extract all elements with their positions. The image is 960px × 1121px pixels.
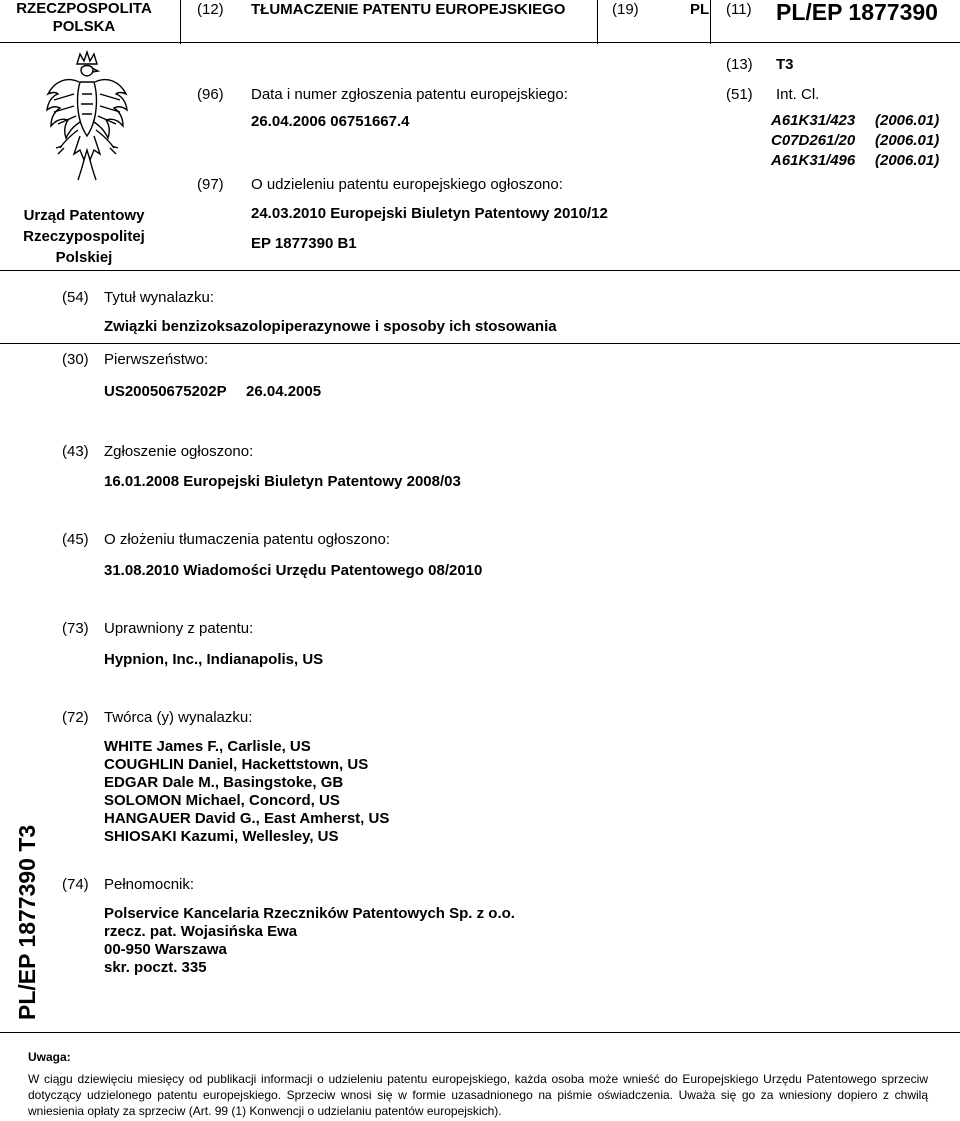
country-code: PL (690, 1, 710, 18)
attorney-line: rzecz. pat. Wojasińska Ewa (104, 923, 298, 940)
title-label: Tytuł wynalazku: (104, 289, 215, 306)
header-sep-3 (710, 0, 711, 44)
code-12: (12) (197, 1, 224, 18)
header-sep-2 (597, 0, 598, 44)
polish-eagle-emblem-icon (44, 50, 130, 186)
inventor: EDGAR Dale M., Basingstoke, GB (104, 774, 344, 791)
filing-value: 26.04.2006 06751667.4 (251, 113, 410, 130)
inventors-list (104, 738, 389, 846)
kind-code: T3 (776, 56, 794, 73)
intcl-version: (2006.01) (875, 152, 940, 169)
header-sep-1 (180, 0, 181, 44)
intcl-class: A61K31/496 (771, 152, 856, 169)
intcl-class: A61K31/423 (771, 112, 856, 129)
country-line-2: POLSKA (52, 18, 116, 35)
code-72: (72) (62, 709, 89, 726)
code-13: (13) (726, 56, 753, 73)
code-96: (96) (197, 86, 224, 103)
code-51: (51) (726, 86, 753, 103)
code-45: (45) (62, 531, 89, 548)
footer-divider (0, 1032, 960, 1033)
document-type: TŁUMACZENIE PATENTU EUROPEJSKIEGO (251, 1, 566, 18)
intcl-entry (771, 111, 939, 131)
translation-label: O złożeniu tłumaczenia patentu ogłoszono: (104, 531, 391, 548)
intcl-entry (771, 131, 939, 151)
office-line-1: Urząd Patentowy (23, 207, 145, 224)
intcl-version: (2006.01) (875, 112, 940, 129)
inventor: SOLOMON Michael, Concord, US (104, 792, 340, 809)
intcl-label: Int. Cl. (776, 86, 820, 103)
attorney-line: skr. poczt. 335 (104, 959, 207, 976)
code-11: (11) (726, 1, 752, 18)
holder-value: Hypnion, Inc., Indianapolis, US (104, 651, 324, 668)
section-divider (0, 270, 960, 271)
translation-value: 31.08.2010 Wiadomości Urzędu Patentowego 08/2010 (104, 562, 483, 579)
intcl-version: (2006.01) (875, 132, 940, 149)
country-line-1: RZECZPOSPOLITA (16, 0, 152, 17)
grant-value: 24.03.2010 Europejski Biuletyn Patentowy 2010/12 (251, 205, 608, 222)
code-43: (43) (62, 443, 89, 460)
office-line-3: Polskiej (55, 249, 113, 266)
inventor: COUGHLIN Daniel, Hackettstown, US (104, 756, 369, 773)
priority-number: US20050675202P (104, 383, 227, 400)
code-30: (30) (62, 351, 89, 368)
code-73: (73) (62, 620, 89, 637)
country-name (0, 0, 168, 36)
inventors-label: Twórca (y) wynalazku: (104, 709, 253, 726)
holder-label: Uprawniony z patentu: (104, 620, 254, 637)
code-97: (97) (197, 176, 224, 193)
inventor: WHITE James F., Carlisle, US (104, 738, 311, 755)
publication-label: Zgłoszenie ogłoszono: (104, 443, 254, 460)
filing-label: Data i numer zgłoszenia patentu europejskiego: (251, 86, 568, 103)
side-patent-label: PL/EP 1877390 T3 (14, 824, 40, 1020)
office-line-2: Rzeczypospolitej (23, 228, 145, 245)
intcl-entry (771, 151, 939, 171)
attorney-line: 00-950 Warszawa (104, 941, 227, 958)
priority-date: 26.04.2005 (246, 383, 322, 400)
grant-label: O udzieleniu patentu europejskiego ogłoszono: (251, 176, 563, 193)
patent-number: PL/EP 1877390 (776, 0, 938, 25)
note-heading: Uwaga: (28, 1050, 71, 1064)
code-54: (54) (62, 289, 89, 306)
ep-number: EP 1877390 B1 (251, 235, 357, 252)
intcl-list (771, 111, 939, 171)
inventor: SHIOSAKI Kazumi, Wellesley, US (104, 828, 339, 845)
attorney-details (104, 905, 515, 977)
code-74: (74) (62, 876, 89, 893)
attorney-line: Polservice Kancelaria Rzeczników Patentowych Sp. z o.o. (104, 905, 515, 922)
attorney-label: Pełnomocnik: (104, 876, 195, 893)
patent-office (0, 205, 168, 268)
publication-value: 16.01.2008 Europejski Biuletyn Patentowy 2008/03 (104, 473, 461, 490)
title-divider (0, 343, 960, 344)
invention-title: Związki benzizoksazolopiperazynowe i sposoby ich stosowania (104, 318, 557, 335)
intcl-class: C07D261/20 (771, 132, 856, 149)
inventor: HANGAUER David G., East Amherst, US (104, 810, 390, 827)
note-text: W ciągu dziewięciu miesięcy od publikacji informacji o udzieleniu patentu europejskiego, każda osoba może wnieść do Europejskiego Urzędu Patentowego sprzeciw dotyczący udzielonego patentu europejskiego. Sprzeciw wnosi się w formie uzasadnionego na piśmie oświadczenia. Uważa się go za wniesiony dopiero z chwilą wniesienia opłaty za sprzeciw (Art. 99 (1) Konwencji o udzielaniu patentów europejskich). (28, 1072, 928, 1118)
header-divider (0, 42, 960, 43)
priority-label: Pierwszeństwo: (104, 351, 209, 368)
code-19: (19) (612, 1, 639, 18)
